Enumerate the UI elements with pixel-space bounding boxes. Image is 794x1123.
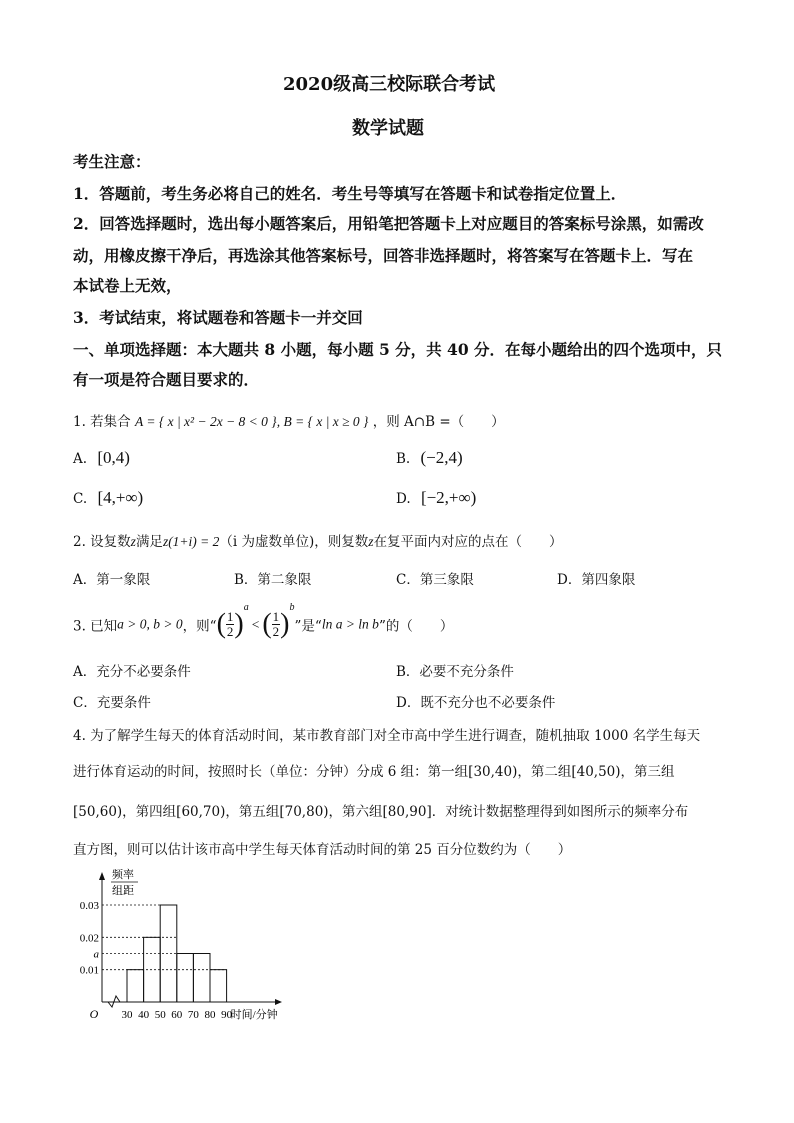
histogram-bar (177, 954, 194, 1003)
right-paren: ) (280, 608, 290, 640)
x-tick-label: 50 (154, 1009, 166, 1021)
right-paren: ) (234, 608, 244, 640)
question-3-stem (73, 602, 453, 641)
notice-item-2-line-2: 动，用橡皮擦干净后，再选涂其他答案标号，回答非选择题时，将答案写在答题卡上．写在 (73, 246, 694, 265)
frequency-histogram (70, 866, 330, 1036)
notice-item-2-line-3: 本试卷上无效， (73, 276, 182, 295)
exponent-b: b (289, 602, 295, 613)
option-value: [0,4) (97, 448, 130, 467)
question-1-suffix: ，则 A∩B =（ ） (372, 414, 505, 430)
question-3-prefix: 3. 已知 (73, 618, 118, 635)
y-axis-label-bottom: 组距 (112, 885, 134, 897)
notice-heading: 考生注意： (73, 152, 151, 171)
left-paren: ( (262, 608, 272, 640)
question-2-variable: z (368, 534, 374, 549)
notice-item-2-line-1: 2．回答选择题时，选出每小题答案后，用铅笔把答题卡上对应题目的答案标号涂黑，如需改 (73, 214, 704, 233)
fraction-one-half: $\frac{1}{2}$ (272, 608, 280, 639)
notice-item-3: 3．考试结束，将试题卷和答题卡一并交回 (73, 308, 363, 327)
option-value: [4,+∞) (97, 488, 144, 507)
x-tick-label: 60 (171, 1009, 183, 1021)
y-axis-label-top: 频率 (112, 869, 134, 881)
question-3-option-d: D．既不充分也不必要条件 (396, 695, 556, 711)
question-2-mid: 满足 (135, 534, 163, 550)
question-1-option-c (73, 488, 143, 508)
question-3-option-c: C．充要条件 (73, 695, 151, 711)
option-value: (−2,4) (420, 448, 463, 467)
question-2-option-b: B．第二象限 (234, 572, 312, 588)
question-3-option-b: B．必要不充分条件 (396, 664, 514, 680)
y-axis-arrow (99, 872, 105, 880)
question-4-line-1: 4. 为了解学生每天的体育活动时间，某市教育部门对全市高中学生进行调查，随机抽取 1000 名学生每天 (73, 728, 701, 744)
x-axis-arrow (275, 999, 282, 1005)
question-1-option-a (73, 448, 130, 468)
fraction-one-half: $\frac{1}{2}$ (226, 608, 234, 639)
question-2-prefix: 2. 设复数 (73, 534, 131, 550)
histogram-bar (210, 970, 227, 1002)
left-paren: ( (216, 608, 226, 640)
notice-item-1: 1．答题前，考生务必将自己的姓名．考生号等填写在答题卡和试卷指定位置上． (73, 184, 627, 203)
option-label: C. (73, 491, 88, 507)
section-1-instructions-line-1: 一、单项选择题：本大题共 8 小题，每小题 5 分，共 40 分．在每小题给出的四个选项中，只 (73, 340, 723, 359)
question-3-log-inequality: ln a > ln b (321, 616, 379, 632)
option-label: A. (73, 451, 88, 467)
question-4-line-4: 直方图，则可以估计该市高中学生每天体育活动时间的第 25 百分位数约为（ ） (73, 842, 572, 858)
y-tick-label: 0.02 (79, 932, 99, 945)
origin-label: O (89, 1007, 99, 1021)
exponent-a: a (243, 602, 249, 613)
question-2-variable: z (130, 534, 136, 549)
question-2-equation: z(1+i) = 2 (162, 534, 220, 549)
question-3-mid2: ”是“ (294, 618, 322, 635)
question-1-option-d (396, 488, 476, 508)
question-3-suffix: ”的（ ） (378, 618, 454, 635)
question-1-stem (73, 410, 505, 430)
x-tick-label: 80 (204, 1009, 216, 1021)
question-4-line-2: 进行体育运动的时间，按照时长（单位：分钟）分成 6 组：第一组[30,40)，第二组[40,50)，第三组 (73, 764, 675, 780)
question-3-condition: a > 0, b > 0 (117, 616, 183, 632)
less-than: < (251, 616, 260, 632)
x-tick-label: 40 (138, 1009, 150, 1021)
histogram-bar (127, 970, 144, 1002)
option-value: [−2,+∞) (420, 488, 477, 507)
option-label: B. (396, 451, 411, 467)
exam-title: 2020级高三校际联合考试 (283, 74, 496, 95)
question-1-sets: A = { x | x² − 2x − 8 < 0 }, B = { x | x ≥ 0 } (134, 414, 369, 429)
section-1-instructions-line-2: 有一项是符合题目要求的． (73, 370, 260, 389)
x-tick-label: 70 (187, 1009, 199, 1021)
question-2-stem (73, 530, 563, 550)
question-2-option-a: A．第一象限 (73, 572, 151, 588)
question-1-prefix: 1. 若集合 (73, 414, 131, 430)
question-1-option-b (396, 448, 463, 468)
x-tick-label: 90 (221, 1009, 233, 1021)
y-tick-label: 0.03 (79, 900, 99, 912)
y-tick-label: a (93, 948, 99, 961)
question-2-option-c: C．第三象限 (396, 572, 474, 588)
histogram-bar (193, 954, 210, 1003)
x-tick-label: 30 (121, 1009, 133, 1021)
question-2-suffix: （i 为虚数单位)，则复数 (219, 534, 369, 550)
question-3-mid: ，则“ (182, 618, 217, 635)
question-3-option-a: A．充分不必要条件 (73, 664, 191, 680)
question-4-line-3: [50,60)，第四组[60,70)，第五组[70,80)，第六组[80,90]．对统计数据整理得到如图所示的频率分布 (73, 804, 689, 820)
exam-subject: 数学试题 (352, 118, 424, 139)
question-2-end: 在复平面内对应的点在（ ） (373, 534, 563, 550)
question-2-option-d: D．第四象限 (557, 572, 636, 588)
option-label: D. (396, 491, 411, 507)
y-tick-label: 0.01 (79, 964, 99, 977)
x-axis-label: 时间/分钟 (230, 1009, 278, 1021)
